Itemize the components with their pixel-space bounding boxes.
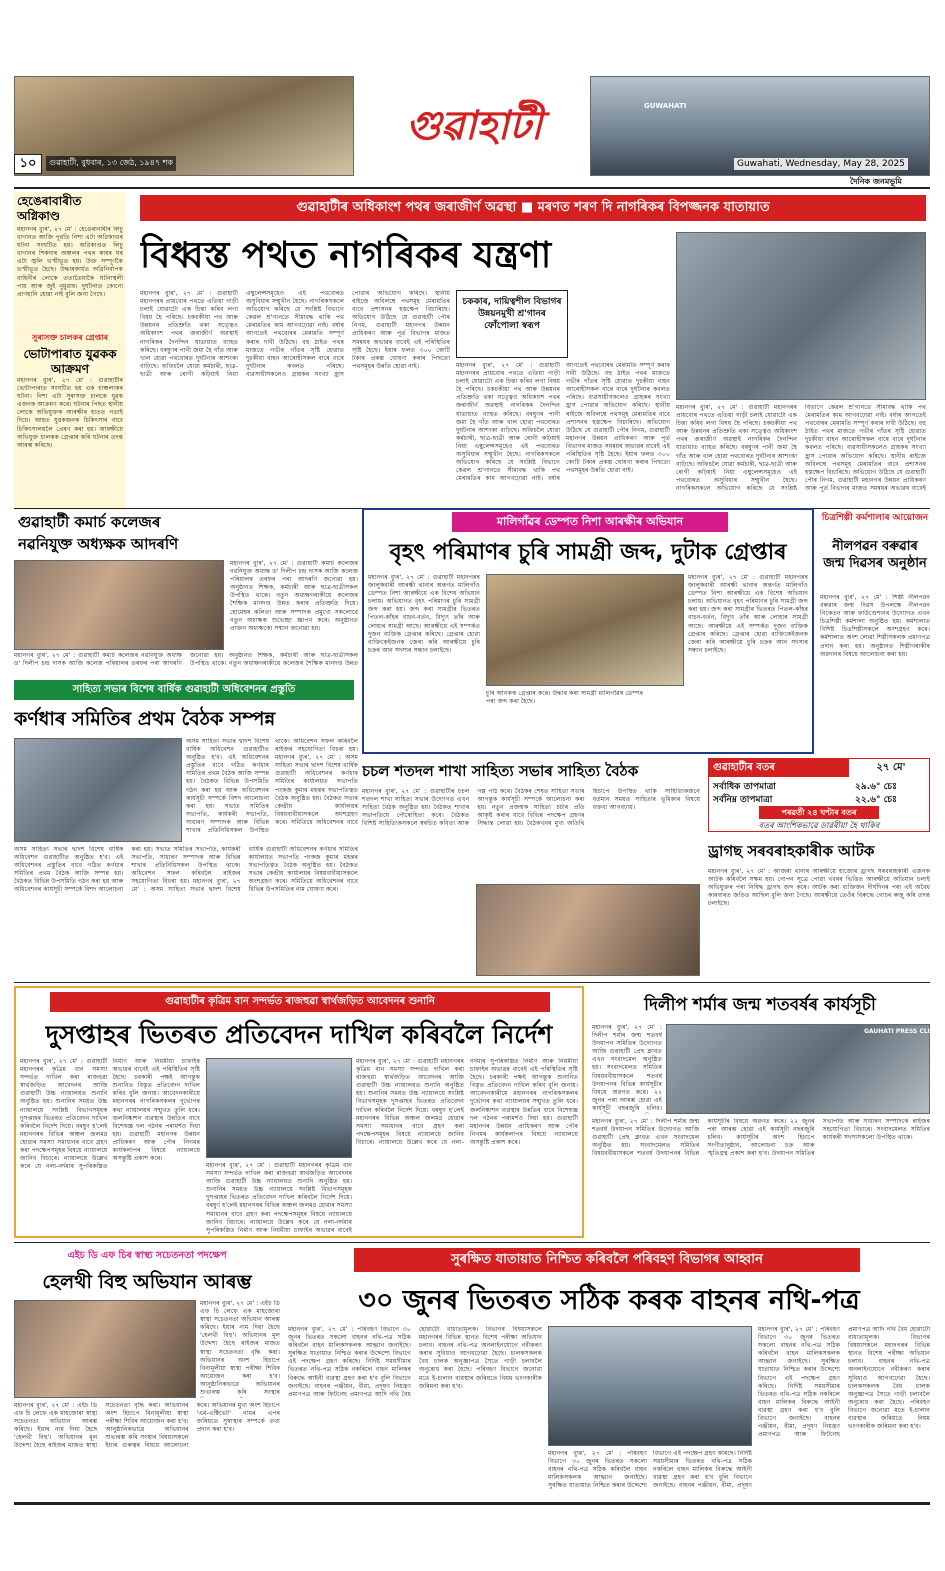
weather-min-label: সৰ্বনিম্ন তাপমাত্ৰা (713, 795, 773, 805)
flood-photo (206, 1058, 352, 1158)
maligaon-body-left: মহানগৰ ব্যুৰ', ২৭ মে' : গুৱাহাটী মহানগৰৰ জালুকবাৰী আৰক্ষী থানাৰ অন্তৰ্গত মালিগাঁও ডেম্পত নিশা আৰক্ষীয়ে এক বিশেষ অভিযান চলায়। অভিযানত বৃহৎ পৰিমাণৰ চুৰি সামগ্ৰী জব্দ কৰা হয়। জব্দ কৰা সামগ্ৰীৰ ভিতৰত পিতল-কাঁহৰ বাচন-বৰ্তন, বিদ্যুৎ তাঁৰ আৰু লোহাৰ সামগ্ৰী আছে। আৰক্ষীয়ে এই সম্পৰ্কত দুজন ব্যক্তিক গ্ৰেপ্তাৰ কৰিছে। গ্ৰেপ্তাৰ হোৱা ব্যক্তিকেইজনক জেৰা কৰি আৰক্ষীয়ে চুৰি চক্ৰৰ আন সদস্যৰ সন্ধান চলাইছে। (368, 574, 480, 654)
weather-box (708, 758, 930, 832)
page-number: ১০ (14, 154, 42, 174)
maligaon-caption: চুৰি আনকক গ্ৰেপ্তাৰ কৰে। উদ্ধাৰ কৰা সামগ্ৰী মালিগাঁৱৰ ডেম্পৰ পৰা জব্দ কৰা হৈছে। (486, 690, 643, 706)
sahitya-photo (14, 738, 182, 842)
lead-body-b: মহানগৰ ব্যুৰ', ২৭ মে' : গুৱাহাটী মহানগৰৰ প্ৰায়বোৰ পথতে এতিয়া গাড়ী চলাই যোৱাটো এক চিন্তা কৰিব লগা বিষয় হৈ পৰিছে। চকচকীয়া পথ আৰু উন্নয়নৰ প্ৰতিশ্ৰুতি থকা সত্ত্বেও অধিকাংশ পথৰ জৰাজীৰ্ণ অৱস্থাই নাগৰিকৰ দৈনন্দিন যাতায়াত ব্যাহত কৰিছে। বৰষুণৰ পানী জমা হৈ গাঁত আৰু খাল হোৱা পথবোৰত দুৰ্ঘটনাৰ আশংকা বাঢ়িছে। অফিচলৈ যোৱা কৰ্মচাৰী, ছাত্ৰ-ছাত্ৰী আৰু ৰোগী কঢ়িয়াই নিয়া এম্বুলেন্সসমূহেও এই পথবোৰত অসুবিধাৰ সন্মুখীন হৈছে। নাগৰিকসকলে অভিযোগ কৰিছে যে সংশ্লিষ্ট বিভাগে কেৱল শ্ৰ'গানতে সীমাবদ্ধ থাকি পথ মেৰামতিৰ কাম আগবঢ়োৱা নাই। বৰ্ষাৰ আগতেই পথবোৰৰ মেৰামতি সম্পূৰ্ণ কৰাৰ দাবী উঠিছে। বহু ঠাইত পথৰ মাজতে গভীৰ গাঁতৰ সৃষ্টি হোৱাত দুচকীয়া বাহন আৰোহীসকল বাৰে বাৰে দুৰ্ঘটনাৰ কবলত পৰিছে। ব্যৱসায়ীসকলেও গ্ৰাহকৰ সংখ্যা হ্ৰাস পোৱাৰ অভিযোগ কৰিছে। স্থানীয় ৰাইজে অবিলম্বে পথসমূহ মেৰামতিৰ বাবে প্ৰশাসনৰ হস্তক্ষেপ বিচাৰিছে। অভিযোগ উঠিছে যে গুৱাহাটী পৌৰ নিগম, গুৱাহাটী মহানগৰ উন্নয়ন প্ৰাধিকৰণ আৰু পূৰ্ত বিভাগৰ মাজত সমন্বয়ৰ অভাৱৰ বাবেই এই পৰিস্থিতিৰ সৃষ্টি হৈছে। ইয়াৰ ফলত ৩০০ কোটি টকাৰ প্ৰকল্প ঘোষণা কৰাৰ পিছতো পথসমূহৰ উন্নতি হোৱা নাই। (456, 362, 670, 483)
flood-body-left: মহানগৰ ব্যুৰ', ২৭ মে' : গুৱাহাটী মহানগৰৰ কৃত্ৰিম বান সমস্যা সন্দৰ্ভত দাখিল কৰা ৰাজহুৱা স্বাৰ্থজড়িত আবেদনৰ আজি গুৱাহাটী উচ্চ ন্যায়ালয়ত শুনানি অনুষ্ঠিত হয়। শুনানিৰ সময়ত উচ্চ ন্যায়ালয়ে সংশ্লিষ্ট বিভাগসমূহক দুসপ্তাহৰ ভিতৰত প্ৰতিবেদন দাখিল কৰিবলৈ নিৰ্দেশ দিয়ে। বৰষুণ হ'লেই মহানগৰৰ বিভিন্ন অঞ্চল জলমগ্ন হোৱাৰ সমস্যা সমাধানৰ বাবে গ্ৰহণ কৰা পদক্ষেপসমূহৰ বিষয়ে ন্যায়ালয়ে জানিব বিচাৰে। ন্যায়ালয়ে উল্লেখ কৰে যে নলা-নৰ্দমাৰ সুপৰিকল্পিত নিৰ্মাণ আৰু নিয়মীয়া চাফাইৰ অভাৱৰ বাবেই এই পৰিস্থিতিৰ সৃষ্টি হৈছে। চৰকাৰী পক্ষই আগন্তুক শুনানিত বিস্তৃত প্ৰতিবেদন দাখিল কৰিব বুলি জনায়। আবেদনকাৰীয়ে মহানগৰৰ নাগৰিকসকলৰ দুৰ্ভোগৰ কথা ন্যায়ালয়ৰ সন্মুখত তুলি ধৰে। জলনিষ্কাশন ব্যৱস্থাৰ উন্নতিৰ বাবে বিশেষজ্ঞ দল গঠনৰ পৰামৰ্শও দিয়া হয়। গুৱাহাটী মহানগৰ উন্নয়ন প্ৰাধিকৰণ আৰু পৌৰ নিগমৰ কাৰ্যকলাপৰ বিষয়ে ন্যায়ালয়ে অসন্তুষ্টি প্ৰকাশ কৰে। (20, 1058, 200, 1171)
drug-body: মহানগৰ ব্যুৰ', ২৭ মে' : আজৰা থানাৰ আৰক্ষীয়ে হাজোৰ ড্ৰাগছ সৰবৰাহকাৰী এজনক আটক কৰিবলৈ সক্ষম হয়। গোপন সূত্ৰে পোৱা খবৰৰ ভিত্তিত আৰক্ষীয়ে অভিযান চলাই অভিযুক্তৰ পৰা নিষিদ্ধ ড্ৰাগছ জব্দ কৰে। আটক কৰা ব্যক্তিজন দীৰ্ঘদিনৰ পৰা এই অবৈধ কাৰবাৰত জড়িত আছিল বুলি জনা গৈছে। আৰক্ষীয়ে তেওঁৰ বিৰুদ্ধে গোচৰ ৰুজু কৰি তদন্ত চলাইছে। (708, 868, 930, 908)
lead-photo-road (676, 232, 926, 400)
lead-kicker: গুৱাহাটীৰ অধিকাংশ পথৰ জৰাজীৰ্ণ অৱস্থা ■ মৰণত শৰণ দি নাগৰিকৰ বিপজ্জনক যাতায়াত (140, 195, 926, 221)
drug-headline: ড্ৰাগছ সৰবৰাহকাৰীক আটক (708, 842, 875, 860)
dilip-body-bottom: মহানগৰ ব্যুৰ', ২৭ মে' : দিলীপ শৰ্মাৰ জন্ম শতবৰ্ষ উদযাপন সমিতিৰ উদ্যোগত আজি গুৱাহাটী প্ৰেছ ক্লাবত এখন সংবাদমেল অনুষ্ঠিত হয়। সংবাদমেলত সমিতিৰ বিষয়ববীয়াসকলে শতবৰ্ষ উদযাপনৰ বিভিন্ন কাৰ্যসূচীৰ বিষয়ে অৱগত কৰে। ২২ জুনৰ পৰা আৰম্ভ হোৱা এই কাৰ্যসূচী বছৰজুৰি চলিব। কাৰ্যসূচীৰ অংশ হিচাপে সংগীতানুষ্ঠান, আলোচনা চক্ৰ আৰু স্মৃতিগ্ৰন্থ প্ৰকাশ কৰা হ'ব। উদযাপন সমিতিৰ সভাপতি আৰু সাধাৰণ সম্পাদকে ৰাইজৰ সহযোগিতা বিচাৰে। সংবাদমেলত সমিতিৰ কাৰ্যকৰী সদস্যসকলো উপস্থিত থাকে। (592, 1118, 930, 1158)
weather-max-value: ২৯.৬° চেঃ (855, 782, 897, 792)
hdfc-headline: হেলথী বিহু অভিযান আৰম্ভ (42, 1271, 252, 1293)
paper-name: দৈনিক জনমভূমি (850, 177, 902, 186)
maligaon-photo (486, 574, 684, 686)
lead-body-a: মহানগৰ ব্যুৰ', ২৭ মে' : গুৱাহাটী মহানগৰৰ প্ৰায়বোৰ পথতে এতিয়া গাড়ী চলাই যোৱাটো এক চিন্তা কৰিব লগা বিষয় হৈ পৰিছে। চকচকীয়া পথ আৰু উন্নয়নৰ প্ৰতিশ্ৰুতি থকা সত্ত্বেও অধিকাংশ পথৰ জৰাজীৰ্ণ অৱস্থাই নাগৰিকৰ দৈনন্দিন যাতায়াত ব্যাহত কৰিছে। বৰষুণৰ পানী জমা হৈ গাঁত আৰু খাল হোৱা পথবোৰত দুৰ্ঘটনাৰ আশংকা বাঢ়িছে। অফিচলৈ যোৱা কৰ্মচাৰী, ছাত্ৰ-ছাত্ৰী আৰু ৰোগী কঢ়িয়াই নিয়া এম্বুলেন্সসমূহেও এই পথবোৰত অসুবিধাৰ সন্মুখীন হৈছে। নাগৰিকসকলে অভিযোগ কৰিছে যে সংশ্লিষ্ট বিভাগে কেৱল শ্ৰ'গানতে সীমাবদ্ধ থাকি পথ মেৰামতিৰ কাম আগবঢ়োৱা নাই। বৰ্ষাৰ আগতেই পথবোৰৰ মেৰামতি সম্পূৰ্ণ কৰাৰ দাবী উঠিছে। বহু ঠাইত পথৰ মাজতে গভীৰ গাঁতৰ সৃষ্টি হোৱাত দুচকীয়া বাহন আৰোহীসকল বাৰে বাৰে দুৰ্ঘটনাৰ কবলত পৰিছে। ব্যৱসায়ীসকলেও গ্ৰাহকৰ সংখ্যা হ্ৰাস পোৱাৰ অভিযোগ কৰিছে। স্থানীয় ৰাইজে অবিলম্বে পথসমূহ মেৰামতিৰ বাবে প্ৰশাসনৰ হস্তক্ষেপ বিচাৰিছে। অভিযোগ উঠিছে যে গুৱাহাটী পৌৰ নিগম, গুৱাহাটী মহানগৰ উন্নয়ন প্ৰাধিকৰণ আৰু পূৰ্ত বিভাগৰ মাজত সমন্বয়ৰ অভাৱৰ বাবেই এই পৰিস্থিতিৰ সৃষ্টি হৈছে। ইয়াৰ ফলত ৩০০ কোটি টকাৰ প্ৰকল্প ঘোষণা কৰাৰ পিছতো পথসমূহৰ উন্নতি হোৱা নাই। (140, 290, 450, 378)
chitra-body: মহানগৰ ব্যুৰ', ২৭ মে' : শিল্পী নীলপৱন বৰুৱাৰ জন্ম দিৱস উপলক্ষে নীলপৱন নিকেতন আৰু ফাউণ্ডেশ্যনৰ উদ্যোগত এখন চিত্ৰশিল্পী কৰ্মশালা অনুষ্ঠিত হয়। কৰ্মশালাত বিশিষ্ট চিত্ৰশিল্পীসকলে অংশগ্ৰহণ কৰে। কৰ্মশালাত অংশ লোৱা শিল্পীসকলক প্ৰমাণপত্ৰ প্ৰদান কৰা হয়। অনুষ্ঠানত শিল্পীগৰাকীৰ অৱদানৰ বিষয়ে আলোচনা কৰা হয়। (820, 594, 930, 658)
hdfc-kicker: এইচ ডি এফ চিৰ স্বাস্থ্য সচেতনতা পদক্ষেপ (67, 1250, 227, 1261)
chalak-headline: চচল শতদল শাখা সাহিত্য সভাৰ সাহিত্য বৈঠক (362, 762, 639, 780)
chalak-photo (476, 884, 700, 976)
date-english: Guwahati, Wednesday, May 28, 2025 (734, 158, 908, 170)
sahitya-headline: কৰ্ণধাৰ সমিতিৰ প্ৰথম বৈঠক সম্পন্ন (14, 708, 276, 730)
weather-max-label: সৰ্বাধিক তাপমাত্ৰা (713, 782, 776, 792)
maligaon-headline: বৃহৎ পৰিমাণৰ চুৰি সামগ্ৰী জব্দ, দুটাক গ্ৰেপ্তাৰ (389, 540, 787, 565)
sahitya-kicker: সাহিত্য সভাৰ বিশেষ বাৰ্ষিক গুৱাহাটী অধিবেশনৰ প্ৰস্তুতি (14, 680, 354, 700)
masthead-title: গুৱাহাটী (405, 102, 543, 149)
drunk-body: মহানগৰ ব্যুৰ', ২৭ মে' : গুৱাহাটীৰ ভোটাপাৰাত সংঘটিত হয় এক চাঞ্চল্যকৰ ঘটনা। নিশা এটা সুৰাসক্ত চালকে যুৱক এজনক আক্ৰমণ কৰে। ঘটনাৰ পিছত স্থানীয় লোকে অভিযুক্তক আৰক্ষীৰ হাতত গতাই দিয়ে। আহত যুৱকজনক চিকিৎসাৰ বাবে চিকিৎসালয়লৈ প্ৰেৰণ কৰা হয়। আৰক্ষীয়ে অভিযুক্ত চালকক গ্ৰেপ্তাৰ কৰি ঘটনাৰ তদন্ত আৰম্ভ কৰিছে। (17, 377, 123, 449)
college-head1: গুৱাহাটী কমাৰ্চ কলেজৰ (18, 513, 161, 531)
college-head2: নৱনিযুক্ত অধ্যক্ষক আদৰণি (18, 535, 179, 553)
flood-kicker: গুৱাহাটীৰ কৃত্ৰিম বান সন্দৰ্ভত ৰাজহুৱা স্বাৰ্থজড়িত আবেদনৰ শুনানি (50, 992, 550, 1012)
college-body-bottom: মহানগৰ ব্যুৰ', ২৭ মে' : গুৱাহাটী কমাৰ্চ কলেজৰ নৱনিযুক্ত অধ্যক্ষ ড' দিলীপ চন্দ্ৰ দাসক আজি কলেজ পৰিয়ালৰ তৰফৰ পৰা আদৰণি জনোৱা হয়। অনুষ্ঠানত শিক্ষক, কৰ্মচাৰী আৰু ছাত্ৰ-ছাত্ৰীসকল উপস্থিত থাকে। নতুন অধ্যক্ষগৰাকীয়ে কলেজৰ শৈক্ষিক মানদণ্ড উন্নত (14, 652, 358, 668)
lead-pullquote: চককাৰ, দায়িত্বশীল বিভাগৰ উন্নয়নমুখী শ্ৰ'গানৰ ফোঁপোলা স্বৰূপ (462, 297, 562, 331)
masthead-rule (14, 187, 930, 189)
weather-min-value: ২২.৬° চেঃ (855, 795, 897, 805)
maligaon-body-right: মহানগৰ ব্যুৰ', ২৭ মে' : গুৱাহাটী মহানগৰৰ জালুকবাৰী আৰক্ষী থানাৰ অন্তৰ্গত মালিগাঁও ডেম্পত নিশা আৰক্ষীয়ে এক বিশেষ অভিযান চলায়। অভিযানত বৃহৎ পৰিমাণৰ চুৰি সামগ্ৰী জব্দ কৰা হয়। জব্দ কৰা সামগ্ৰীৰ ভিতৰত পিতল-কাঁহৰ বাচন-বৰ্তন, বিদ্যুৎ তাঁৰ আৰু লোহাৰ সামগ্ৰী আছে। আৰক্ষীয়ে এই সম্পৰ্কত দুজন ব্যক্তিক গ্ৰেপ্তাৰ কৰিছে। গ্ৰেপ্তাৰ হোৱা ব্যক্তিকেইজনক জেৰা কৰি আৰক্ষীয়ে চুৰি চক্ৰৰ আন সদস্যৰ সন্ধান চলাইছে। (688, 574, 808, 654)
maligaon-kicker: মালিগাঁৱৰ ডেম্পত নিশা আৰক্ষীৰ অভিযান (452, 512, 728, 532)
dilip-body-left: মহানগৰ ব্যুৰ', ২৭ মে' : দিলীপ শৰ্মাৰ জন্ম শতবৰ্ষ উদযাপন সমিতিৰ উদ্যোগত আজি গুৱাহাটী প্ৰেছ ক্লাবত এখন সংবাদমেল অনুষ্ঠিত হয়। সংবাদমেলত সমিতিৰ বিষয়ববীয়াসকলে শতবৰ্ষ উদযাপনৰ বিভিন্ন কাৰ্যসূচীৰ বিষয়ে অৱগত কৰে। ২২ জুনৰ পৰা আৰম্ভ হোৱা এই কাৰ্যসূচী বছৰজুৰি চলিব। (592, 1024, 662, 1112)
weather-forecast-text: বতৰ আংশিকভাৱে ডাৱৰীয়া হৈ থাকিব (758, 821, 880, 830)
college-body-right: মহানগৰ ব্যুৰ', ২৭ মে' : গুৱাহাটী কমাৰ্চ কলেজৰ নৱনিযুক্ত অধ্যক্ষ ড' দিলীপ চন্দ্ৰ দাসক আজি কলেজ পৰিয়ালৰ তৰফৰ পৰা আদৰণি জনোৱা হয়। অনুষ্ঠানত শিক্ষক, কৰ্মচাৰী আৰু ছাত্ৰ-ছাত্ৰীসকল উপস্থিত থাকে। নতুন অধ্যক্ষগৰাকীয়ে কলেজৰ শৈক্ষিক মানদণ্ড উন্নত কৰাৰ প্ৰতিশ্ৰুতি দিয়ে। হোমেশ্বৰ কলিতা আৰু সম্পাদক প্ৰমুখ্যে সকলোৱে নতুন অধ্যক্ষক শুভেচ্ছা জ্ঞাপন কৰে। অনুষ্ঠানত প্ৰাক্তন অধ্যক্ষকো সন্মান জনোৱা হয়। (230, 560, 358, 632)
transport-body-under-photo: মহানগৰ ব্যুৰ', ২৭ মে' : পৰিবহণ বিভাগে ৩০ জুনৰ ভিতৰত সকলো বাহনৰ নথি-পত্ৰ সঠিক কৰিবলৈ বাহন মালিকসকলক আহ্বান জনাইছে। সুৰক্ষিত যাতায়াত নিশ্চিত কৰাৰ উদ্দেশ্যে বিভাগে এই পদক্ষেপ গ্ৰহণ কৰিছে। নিৰ্দিষ্ট সময়সীমাৰ ভিতৰত নথি-পত্ৰ সঠিক নকৰিলে বাহন মালিকৰ বিৰুদ্ধে আইনী ব্যৱস্থা গ্ৰহণ কৰা হ'ব বুলি বিভাগে জনাইছে। বাহনৰ পঞ্জীয়ন, বীমা, প্ৰদূষণ (548, 1450, 752, 1490)
mid-rule (14, 982, 930, 983)
lead-body-c: মহানগৰ ব্যুৰ', ২৭ মে' : গুৱাহাটী মহানগৰৰ প্ৰায়বোৰ পথতে এতিয়া গাড়ী চলাই যোৱাটো এক চিন্তা কৰিব লগা বিষয় হৈ পৰিছে। চকচকীয়া পথ আৰু উন্নয়নৰ প্ৰতিশ্ৰুতি থকা সত্ত্বেও অধিকাংশ পথৰ জৰাজীৰ্ণ অৱস্থাই নাগৰিকৰ দৈনন্দিন যাতায়াত ব্যাহত কৰিছে। বৰষুণৰ পানী জমা হৈ গাঁত আৰু খাল হোৱা পথবোৰত দুৰ্ঘটনাৰ আশংকা বাঢ়িছে। অফিচলৈ যোৱা কৰ্মচাৰী, ছাত্ৰ-ছাত্ৰী আৰু ৰোগী কঢ়িয়াই নিয়া এম্বুলেন্সসমূহেও এই পথবোৰত অসুবিধাৰ সন্মুখীন হৈছে। নাগৰিকসকলে অভিযোগ কৰিছে যে সংশ্লিষ্ট বিভাগে কেৱল শ্ৰ'গানতে সীমাবদ্ধ থাকি পথ মেৰামতিৰ কাম আগবঢ়োৱা নাই। বৰ্ষাৰ আগতেই পথবোৰৰ মেৰামতি সম্পূৰ্ণ কৰাৰ দাবী উঠিছে। বহু ঠাইত পথৰ মাজতে গভীৰ গাঁতৰ সৃষ্টি হোৱাত দুচকীয়া বাহন আৰোহীসকল বাৰে বাৰে দুৰ্ঘটনাৰ কবলত পৰিছে। ব্যৱসায়ীসকলেও গ্ৰাহকৰ সংখ্যা হ্ৰাস পোৱাৰ অভিযোগ কৰিছে। স্থানীয় ৰাইজে অবিলম্বে পথসমূহ মেৰামতিৰ বাবে প্ৰশাসনৰ হস্তক্ষেপ বিচাৰিছে। অভিযোগ উঠিছে যে গুৱাহাটী পৌৰ নিগম, গুৱাহাটী মহানগৰ উন্নয়ন প্ৰাধিকৰণ আৰু পূৰ্ত বিভাগৰ মাজত সমন্বয়ৰ অভাৱৰ বাবেই (676, 404, 926, 492)
low-rule (14, 1242, 930, 1243)
chalak-body: মহানগৰ ব্যুৰ', ২৭ মে' : গুৱাহাটীৰ চচল শতদল শাখা সাহিত্য সভাৰ উদ্যোগত এখন সাহিত্য বৈঠক অনুষ্ঠিত হয়। বৈঠকত শাখাৰ সভাপতিয়ে পৌৰোহিত্য কৰে। বৈঠকত বিশিষ্ট সাহিত্যিকসকলে স্বৰচিত কবিতা আৰু গল্প পাঠ কৰে। বৈঠকৰ শেষত সাহিত্য সভাৰ আগন্তুক কাৰ্যসূচী সম্পৰ্কে আলোচনা কৰা হয়। নতুন প্ৰজন্মক সাহিত্য চৰ্চাৰ প্ৰতি আকৃষ্ট কৰাৰ বাবে বিভিন্ন পদক্ষেপ গ্ৰহণৰ সিদ্ধান্ত লোৱা হয়। বৈঠকখনৰ মুখ্য অতিথি হিচাপে উপস্থিত থাকি সাহিত্যিকজনে বৰ্তমান সময়ত সাহিত্যৰ ভূমিকাৰ বিষয়ে বক্তব্য আগবঢ়ায়। (362, 788, 700, 828)
masthead (14, 76, 930, 186)
hdfc-photo (14, 1300, 196, 1398)
lead-pullquote-box (456, 290, 568, 358)
hdfc-body-bottom: মহানগৰ ব্যুৰ', ২৭ মে' : এইচ ডি এফ চি লেফে এক মাহজোৰা স্বাস্থ্য সচেতনতা অভিযান আৰম্ভ কৰিছে। ইয়াৰ নাম দিয়া হৈছে 'হেলথী বিহু'। অভিযানৰ মূল উদ্দেশ্য হৈছে ৰাইজৰ মাজত স্বাস্থ্য সচেতনতা বৃদ্ধি কৰা। অভিযানৰ অংশ হিচাপে বিনামূলীয়া স্বাস্থ্য পৰীক্ষা শিবিৰ আয়োজন কৰা হ'ব। আনুষ্ঠানিকভাৱে অভিযানৰ শুভাৰম্ভ কৰি সংস্থাৰ বিষয়াসকলে ইয়াৰ গুৰুত্বৰ বিষয়ে আলোচনা কৰে। অভিযানৰ মুখ্য অংশ হিচাপে 'এম-এক্টিভেট' নামৰ এপৰ জৰিয়তে সুস্বাস্থ্যৰ সম্পৰ্কে তথ্য প্ৰদান কৰা হ'ব। (14, 1402, 280, 1450)
fire-headline: হেঙেৰাবাৰীত অগ্নিকাণ্ড (17, 194, 82, 223)
transport-kicker: সুৰক্ষিত যাতায়াত নিশ্চিত কৰিবলৈ পৰিবহণ বিভাগৰ আহ্বান (354, 1248, 860, 1272)
station-sign: GUWAHATI (644, 102, 687, 110)
transport-body-right: মহানগৰ ব্যুৰ', ২৭ মে' : পৰিবহণ বিভাগে ৩০ জুনৰ ভিতৰত সকলো বাহনৰ নথি-পত্ৰ সঠিক কৰিবলৈ বাহন মালিকসকলক আহ্বান জনাইছে। সুৰক্ষিত যাতায়াত নিশ্চিত কৰাৰ উদ্দেশ্যে বিভাগে এই পদক্ষেপ গ্ৰহণ কৰিছে। নিৰ্দিষ্ট সময়সীমাৰ ভিতৰত নথি-পত্ৰ সঠিক নকৰিলে বাহন মালিকৰ বিৰুদ্ধে আইনী ব্যৱস্থা গ্ৰহণ কৰা হ'ব বুলি বিভাগে জনাইছে। বাহনৰ পঞ্জীয়ন, বীমা, প্ৰদূষণ নিয়ন্ত্ৰণ প্ৰমাণপত্ৰ আৰু ফিটনেছ প্ৰমাণপত্ৰ আদি নথি বৈধ হোৱাটো বাধ্যতামূলক। বিভাগৰ বিষয়াসকলে মহানগৰৰ বিভিন্ন স্থানত বিশেষ পৰীক্ষা অভিযান চলাব। বাহনৰ নথি-পত্ৰ অনলাইনযোগে নবীকৰণ কৰাৰ সুবিধাও আগবঢ়োৱা হৈছে। চালকসকলক বৈধ চালক অনুজ্ঞাপত্ৰ সৈতে গাড়ী চলাবলৈ অনুৰোধ কৰা হৈছে। পৰিবহণ বিভাগে জনোৱা মতে ই-চালান ব্যৱস্থাৰ জৰিয়তে নিয়ম ভংগকাৰীক জৰিমনা কৰা হ'ব। (758, 1326, 930, 1439)
college-photo (14, 560, 224, 650)
weather-title: গুৱাহাটীৰ বতৰ (709, 759, 849, 777)
weather-date: ২৭ মে' (876, 762, 906, 773)
flood-body-under-photo: মহানগৰ ব্যুৰ', ২৭ মে' : গুৱাহাটী মহানগৰৰ কৃত্ৰিম বান সমস্যা সন্দৰ্ভত দাখিল কৰা ৰাজহুৱা স্বাৰ্থজড়িত আবেদনৰ আজি গুৱাহাটী উচ্চ ন্যায়ালয়ত শুনানি অনুষ্ঠিত হয়। শুনানিৰ সময়ত উচ্চ ন্যায়ালয়ে সংশ্লিষ্ট বিভাগসমূহক দুসপ্তাহৰ ভিতৰত প্ৰতিবেদন দাখিল কৰিবলৈ নিৰ্দেশ দিয়ে। বৰষুণ হ'লেই মহানগৰৰ বিভিন্ন অঞ্চল জলমগ্ন হোৱাৰ সমস্যা সমাধানৰ বাবে গ্ৰহণ কৰা পদক্ষেপসমূহৰ বিষয়ে ন্যায়ালয়ে জানিব বিচাৰে। ন্যায়ালয়ে উল্লেখ কৰে যে নলা-নৰ্দমাৰ সুপৰিকল্পিত নিৰ্মাণ আৰু নিয়মীয়া চাফাইৰ অভাৱৰ বাবেই (206, 1162, 352, 1234)
fire-body: মহানগৰ ব্যুৰ', ২৭ মে' : হেঙেৰাবাৰীৰ লিচু বাগানত আজি পুৱতি নিশা এটা অগ্নিকাণ্ডৰ ঘটনা সংঘটিত হয়। অগ্নিকাণ্ডত লিচু বাগানৰ শিকদাৰ অঞ্চলৰ পথৰ কাষৰ ঘৰ এটা জ্বলি ভস্মীভূত হয়। উক্ত সম্পূৰ্ণকৈ ভস্মীভূত হৈছে। উদ্ধাৰকাৰ্যত অগ্নিনিৰ্বাপক বাহিনীৰ লোকে ততাতৈয়াকৈ ঘটনাস্থলী পায় আৰু জুই নুমুৱায়। দুৰ্ঘটনাত কোনো প্ৰাণহানি হোৱা নাই বুলি জনা গৈছে। (17, 226, 123, 298)
dilip-banner: GAUHATI PRESS CLUB (864, 1028, 937, 1035)
transport-photo (548, 1326, 752, 1446)
drunk-kicker: সুৰাসক্ত চালকৰ গ্ৰেপ্তাৰ (31, 333, 109, 342)
left-column (14, 192, 126, 510)
weather-forecast-label: পৰৱৰ্তী ২৪ ঘণ্টাৰ বতৰ (759, 806, 879, 819)
flood-headline: দুসপ্তাহৰ ভিতৰত প্ৰতিবেদন দাখিল কৰিবলৈ নিৰ্দেশ (45, 1020, 553, 1049)
sahitya-body-right: অসম সাহিত্য সভাৰ দ্বাদশ বিশেষ বাৰ্ষিক অধিবেশন গুৱাহাটীত অনুষ্ঠিত হ'ব। এই অধিবেশনৰ প্ৰস্তুতিৰ বাবে গঠিত কৰ্ণধাৰ সমিতিৰ প্ৰথম বৈঠক আজি সম্পন্ন হয়। বৈঠকত বিভিন্ন উপসমিতি গঠন কৰা হয় আৰু অধিবেশনৰ কাৰ্যসূচী সম্পৰ্কে বিশদ আলোচনা কৰা হয়। সভাত সমিতিৰ সভাপতি, কাৰ্যকৰী সভাপতি, সাধাৰণ সম্পাদক আৰু বিভিন্ন শাখাৰ প্ৰতিনিধিসকল উপস্থিত থাকে। অধিবেশন সফল কৰিবলৈ ৰাইজৰ সহযোগিতা বিচৰা হয়। মহানগৰ ব্যুৰ', ২৭ মে' : অসম সাহিত্য সভাৰ দ্বাদশ বিশেষ বাৰ্ষিক গুৱাহাটী অধিবেশনৰ কৰ্ণধাৰ সমিতিৰ কাৰ্যালয়ত সভাপতি পংকজ কুমাৰ মহন্তৰ সভাপতিত্বত বৈঠক অনুষ্ঠিত হয়। বৈঠকত সভাৰ কেন্দ্ৰীয় কাৰ্যালয়ৰ বিষয়বাবীয়াসকলে অংশগ্ৰহণ কৰে। সমিতিয়ে অধিবেশনৰ বাবে (186, 738, 358, 835)
date-assamese: গুৱাহাটী, বুধবাৰ, ১৩ জেঠ, ১৯৪৭ শক (46, 156, 176, 171)
chitra-headline: নীলপৱন বৰুৱাৰ জন্ম দিৱসৰ অনুষ্ঠান (823, 539, 927, 571)
lead-headline: বিধ্বস্ত পথত নাগৰিকৰ যন্ত্ৰণা (140, 235, 552, 276)
sahitya-body-bottom: অসম সাহিত্য সভাৰ দ্বাদশ বিশেষ বাৰ্ষিক অধিবেশন গুৱাহাটীত অনুষ্ঠিত হ'ব। এই অধিবেশনৰ প্ৰস্তুতিৰ বাবে গঠিত কৰ্ণধাৰ সমিতিৰ প্ৰথম বৈঠক আজি সম্পন্ন হয়। বৈঠকত বিভিন্ন উপসমিতি গঠন কৰা হয় আৰু অধিবেশনৰ কাৰ্যসূচী সম্পৰ্কে বিশদ আলোচনা কৰা হয়। সভাত সমিতিৰ সভাপতি, কাৰ্যকৰী সভাপতি, সাধাৰণ সম্পাদক আৰু বিভিন্ন শাখাৰ প্ৰতিনিধিসকল উপস্থিত থাকে। অধিবেশন সফল কৰিবলৈ ৰাইজৰ সহযোগিতা বিচৰা হয়। মহানগৰ ব্যুৰ', ২৭ মে' : অসম সাহিত্য সভাৰ দ্বাদশ বিশেষ বাৰ্ষিক গুৱাহাটী অধিবেশনৰ কৰ্ণধাৰ সমিতিৰ কাৰ্যালয়ত সভাপতি পংকজ কুমাৰ মহন্তৰ সভাপতিত্বত বৈঠক অনুষ্ঠিত হয়। বৈঠকত সভাৰ কেন্দ্ৰীয় কাৰ্যালয়ৰ বিষয়বাবীয়াসকলে অংশগ্ৰহণ কৰে। সমিতিয়ে অধিবেশনৰ বাবে বিভিন্ন উপসমিতিৰ নাম ঘোষণা কৰে। (14, 846, 358, 894)
chitra-kicker: চিত্ৰশিল্পী কৰ্মশালাৰ আয়োজন (821, 513, 929, 523)
transport-headline: ৩০ জুনৰ ভিতৰত সঠিক কৰক বাহনৰ নথি-পত্ৰ (358, 1285, 860, 1316)
dilip-headline: দিলীপ শৰ্মাৰ জন্ম শতবৰ্ষৰ কাৰ্যসূচী (644, 995, 876, 1015)
flood-body-right: মহানগৰ ব্যুৰ', ২৭ মে' : গুৱাহাটী মহানগৰৰ কৃত্ৰিম বান সমস্যা সন্দৰ্ভত দাখিল কৰা ৰাজহুৱা স্বাৰ্থজড়িত আবেদনৰ আজি গুৱাহাটী উচ্চ ন্যায়ালয়ত শুনানি অনুষ্ঠিত হয়। শুনানিৰ সময়ত উচ্চ ন্যায়ালয়ে সংশ্লিষ্ট বিভাগসমূহক দুসপ্তাহৰ ভিতৰত প্ৰতিবেদন দাখিল কৰিবলৈ নিৰ্দেশ দিয়ে। বৰষুণ হ'লেই মহানগৰৰ বিভিন্ন অঞ্চল জলমগ্ন হোৱাৰ সমস্যা সমাধানৰ বাবে গ্ৰহণ কৰা পদক্ষেপসমূহৰ বিষয়ে ন্যায়ালয়ে জানিব বিচাৰে। ন্যায়ালয়ে উল্লেখ কৰে যে নলা-নৰ্দমাৰ সুপৰিকল্পিত নিৰ্মাণ আৰু নিয়মীয়া চাফাইৰ অভাৱৰ বাবেই এই পৰিস্থিতিৰ সৃষ্টি হৈছে। চৰকাৰী পক্ষই আগন্তুক শুনানিত বিস্তৃত প্ৰতিবেদন দাখিল কৰিব বুলি জনায়। আবেদনকাৰীয়ে মহানগৰৰ নাগৰিকসকলৰ দুৰ্ভোগৰ কথা ন্যায়ালয়ৰ সন্মুখত তুলি ধৰে। জলনিষ্কাশন ব্যৱস্থাৰ উন্নতিৰ বাবে বিশেষজ্ঞ দল গঠনৰ পৰামৰ্শও দিয়া হয়। গুৱাহাটী মহানগৰ উন্নয়ন প্ৰাধিকৰণ আৰু পৌৰ নিগমৰ কাৰ্যকলাপৰ বিষয়ে ন্যায়ালয়ে অসন্তুষ্টি প্ৰকাশ কৰে। (356, 1058, 578, 1146)
bottom-rule (14, 1502, 930, 1505)
hdfc-body-right: মহানগৰ ব্যুৰ', ২৭ মে' : এইচ ডি এফ চি লেফে এক মাহজোৰা স্বাস্থ্য সচেতনতা অভিযান আৰম্ভ কৰিছে। ইয়াৰ নাম দিয়া হৈছে 'হেলথী বিহু'। অভিযানৰ মূল উদ্দেশ্য হৈছে ৰাইজৰ মাজত স্বাস্থ্য সচেতনতা বৃদ্ধি কৰা। অভিযানৰ অংশ হিচাপে বিনামূলীয়া স্বাস্থ্য পৰীক্ষা শিবিৰ আয়োজন কৰা হ'ব। আনুষ্ঠানিকভাৱে অভিযানৰ শুভাৰম্ভ কৰি সংস্থাৰ (200, 1300, 280, 1397)
drunk-headline: ভোটাপাৰাত যুৱকক আক্ৰমণ (23, 347, 117, 376)
dilip-photo (666, 1024, 930, 1114)
transport-body-left: মহানগৰ ব্যুৰ', ২৭ মে' : পৰিবহণ বিভাগে ৩০ জুনৰ ভিতৰত সকলো বাহনৰ নথি-পত্ৰ সঠিক কৰিবলৈ বাহন মালিকসকলক আহ্বান জনাইছে। সুৰক্ষিত যাতায়াত নিশ্চিত কৰাৰ উদ্দেশ্যে বিভাগে এই পদক্ষেপ গ্ৰহণ কৰিছে। নিৰ্দিষ্ট সময়সীমাৰ ভিতৰত নথি-পত্ৰ সঠিক নকৰিলে বাহন মালিকৰ বিৰুদ্ধে আইনী ব্যৱস্থা গ্ৰহণ কৰা হ'ব বুলি বিভাগে জনাইছে। বাহনৰ পঞ্জীয়ন, বীমা, প্ৰদূষণ নিয়ন্ত্ৰণ প্ৰমাণপত্ৰ আৰু ফিটনেছ প্ৰমাণপত্ৰ আদি নথি বৈধ হোৱাটো বাধ্যতামূলক। বিভাগৰ বিষয়াসকলে মহানগৰৰ বিভিন্ন স্থানত বিশেষ পৰীক্ষা অভিযান চলাব। বাহনৰ নথি-পত্ৰ অনলাইনযোগে নবীকৰণ কৰাৰ সুবিধাও আগবঢ়োৱা হৈছে। চালকসকলক বৈধ চালক অনুজ্ঞাপত্ৰ সৈতে গাড়ী চলাবলৈ অনুৰোধ কৰা হৈছে। পৰিবহণ বিভাগে জনোৱা মতে ই-চালান ব্যৱস্থাৰ জৰিয়তে নিয়ম ভংগকাৰীক জৰিমনা কৰা হ'ব। (288, 1326, 542, 1398)
